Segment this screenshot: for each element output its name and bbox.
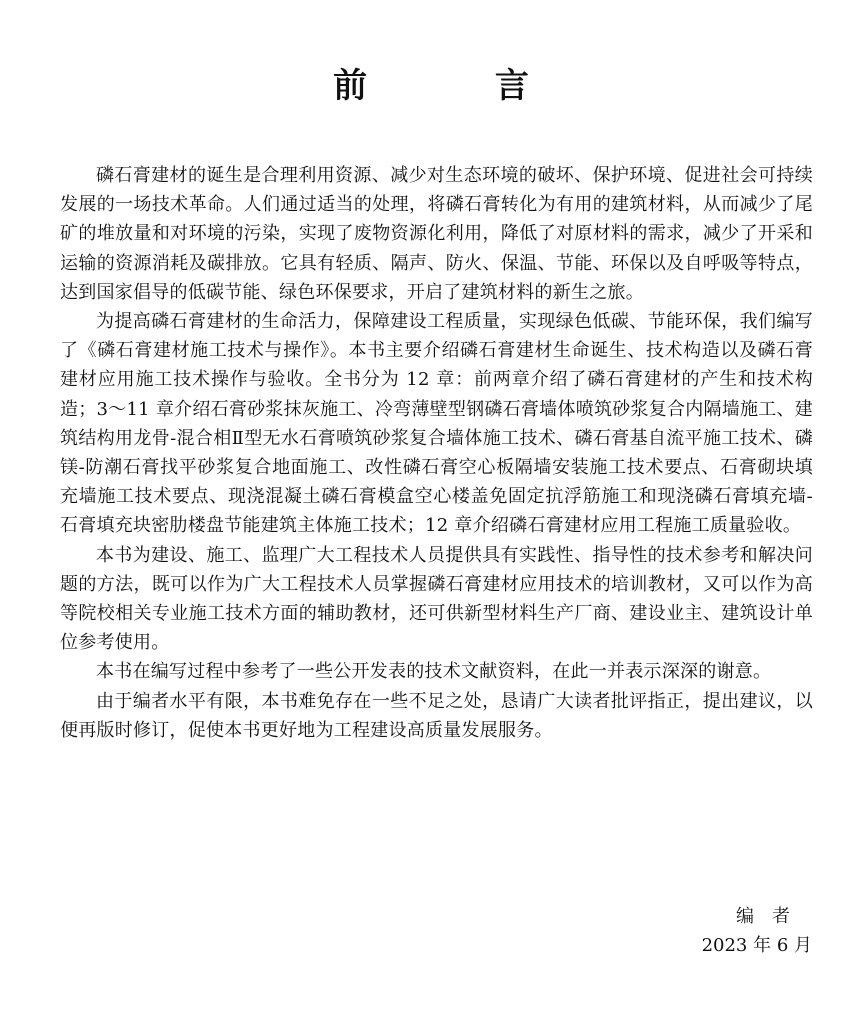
paragraph-2: 为提高磷石膏建材的生命活力，保障建设工程质量，实现绿色低碳、节能环保，我们编写了《磷石膏建材施工技术与操作》。本书主要介绍磷石膏建材生命诞生、技术构造以及磷石膏建材应用施工技术操作与验收。全书分为 12 章：前两章介绍了磷石膏建材的产生和技术构造；3～11 章介绍石膏砂浆抹灰施工、冷弯薄壁型钢磷石膏墙体喷筑砂浆复合内隔墙施工、建筑结构用龙骨-混合相Ⅱ型无水石膏喷筑砂浆复合墙体施工技术、磷石膏基自流平施工技术、磷镁-防潮石膏找平砂浆复合地面施工、改性磷石膏空心板隔墙安装施工技术要点、石膏砌块填充墙施工技术要点、现浇混凝土磷石膏模盒空心楼盖免固定抗浮筋施工和现浇磷石膏填充墙-石膏填充块密肋楼盘节能建筑主体施工技术；12 章介绍磷石膏建材应用工程施工质量验收。 (60, 311, 813, 537)
author-signature: 编者 (736, 906, 808, 927)
signature-date: 2023 年 6 月 (701, 935, 812, 956)
paragraph-1: 磷石膏建材的诞生是合理利用资源、减少对生态环境的破坏、保护环境、促进社会可持续发展的一场技术革命。人们通过适当的处理，将磷石膏转化为有用的建筑材料，从而减少了尾矿的堆放量和对环境的污染，实现了废物资源化利用，降低了对原材料的需求，减少了开采和运输的资源消耗及碳排放。它具有轻质、隔声、防火、保温、节能、环保以及自呼吸等特点，达到国家倡导的低碳节能、绿色环保要求，开启了建筑材料的新生之旅。 (60, 165, 813, 303)
paragraph-3: 本书为建设、施工、监理广大工程技术人员提供具有实践性、指导性的技术参考和解决问题的方法，既可以作为广大工程技术人员掌握磷石膏建材应用技术的培训教材，又可以作为高等院校相关专业施工技术方面的辅助教材，还可供新型材料生产厂商、建设业主、建筑设计单位参考使用。 (60, 544, 813, 654)
signature-block (702, 902, 812, 960)
paragraph-4: 本书在编写过程中参考了一些公开发表的技术文献资料，在此一并表示深深的谢意。 (96, 661, 772, 683)
preface-body (60, 161, 813, 745)
page-title: 前 言 (333, 66, 587, 106)
paragraph-5: 由于编者水平有限，本书难免存在一些不足之处，恳请广大读者批评指正，提出建议，以便再版时修订，促使本书更好地为工程建设高质量发展服务。 (60, 690, 813, 741)
